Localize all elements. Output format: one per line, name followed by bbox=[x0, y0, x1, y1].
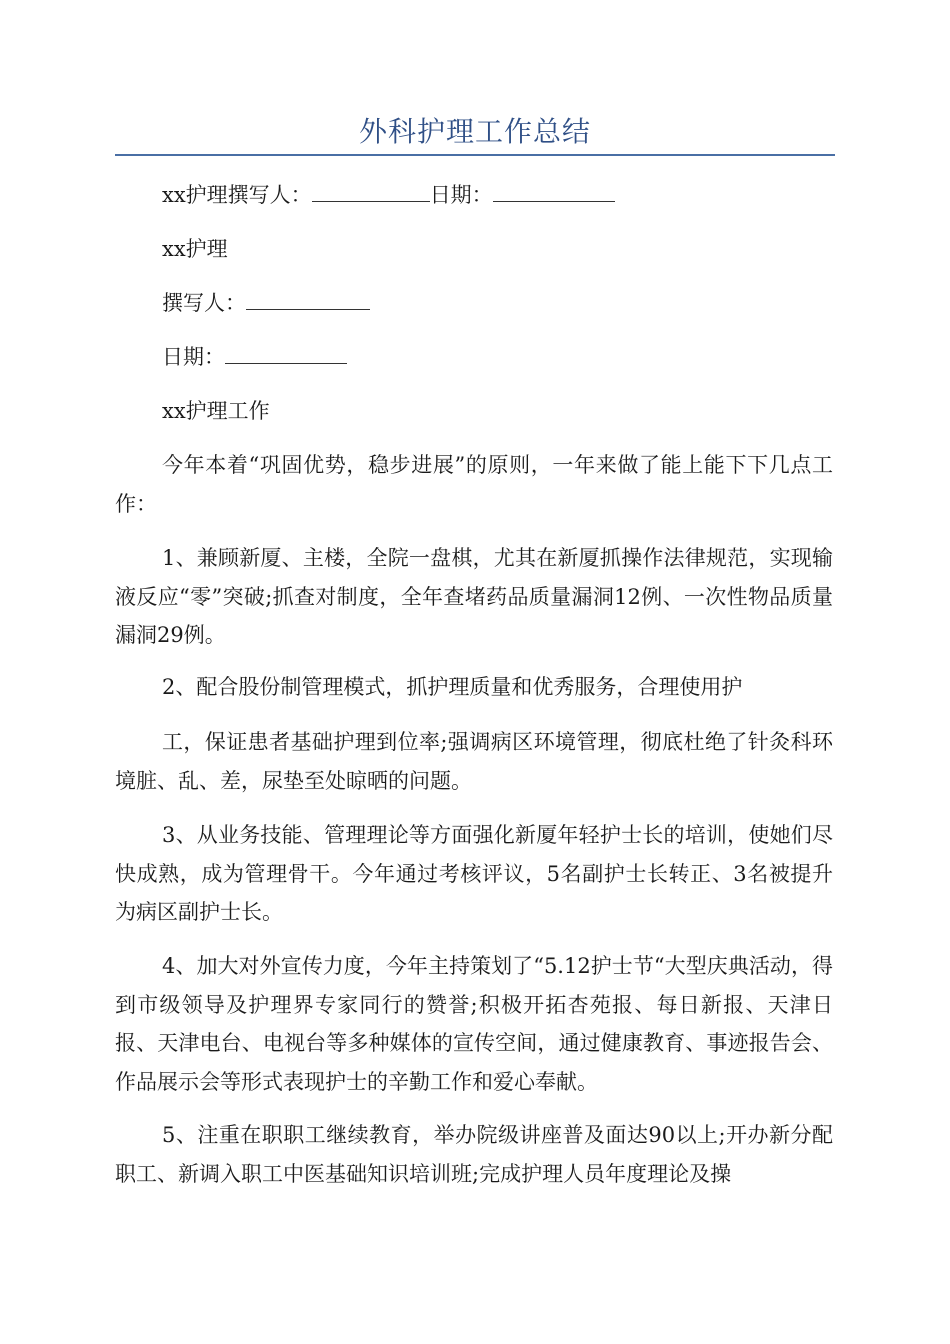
paragraph-2a: 2、配合股份制管理模式，抓护理质量和优秀服务，合理使用护 bbox=[162, 675, 743, 699]
paragraph-intro: 今年本着“巩固优势，稳步进展”的原则，一年来做了能上能下下几点工作： bbox=[115, 453, 833, 516]
date-blank bbox=[493, 181, 615, 202]
date-label: 日期： bbox=[429, 183, 493, 207]
writer-blank bbox=[312, 181, 430, 202]
paragraph-3: 3、从业务技能、管理理论等方面强化新厦年轻护士长的培训，使她们尽快成熟，成为管理骨干。今年通过考核评议，5名副护士长转正、3名被提升为病区副护士长。 bbox=[115, 823, 833, 924]
date-blank-2 bbox=[225, 343, 347, 364]
date-label-2: 日期： bbox=[162, 345, 225, 369]
title-divider bbox=[115, 154, 835, 156]
paragraph-1: 1、兼顾新厦、主楼，全院一盘棋，尤其在新厦抓操作法律规范，实现输液反应“零”突破;抓查对制度，全年查堵药品质量漏洞12例、一次性物品质量漏洞29例。 bbox=[115, 546, 833, 647]
writer-line bbox=[162, 288, 370, 318]
header-line bbox=[162, 180, 615, 210]
date-line bbox=[162, 342, 347, 372]
document-title: 外科护理工作总结 bbox=[358, 115, 591, 148]
writer-label-2: 撰写人： bbox=[162, 291, 246, 315]
work-line: xx护理工作 bbox=[162, 399, 270, 423]
writer-blank-2 bbox=[246, 289, 370, 310]
paragraph-2b: 工，保证患者基础护理到位率;强调病区环境管理，彻底杜绝了针灸科环境脏、乱、差，尿垫至处晾晒的问题。 bbox=[115, 730, 833, 793]
paragraph-4: 4、加大对外宣传力度，今年主持策划了“5.12护士节“大型庆典活动，得到市级领导及护理界专家同行的赞誉;积极开拓杏苑报、每日新报、天津日报、天津电台、电视台等多种媒体的宣传空间，通过健康教育、事迹报告会、作品展示会等形式表现护士的辛勤工作和爱心奉献。 bbox=[115, 954, 833, 1094]
writer-label: xx护理撰写人： bbox=[162, 183, 312, 207]
nursing-line: xx护理 bbox=[162, 237, 228, 261]
paragraph-5: 5、注重在职职工继续教育，举办院级讲座普及面达90以上;开办新分配职工、新调入职工中医基础知识培训班;完成护理人员年度理论及操 bbox=[115, 1123, 833, 1186]
